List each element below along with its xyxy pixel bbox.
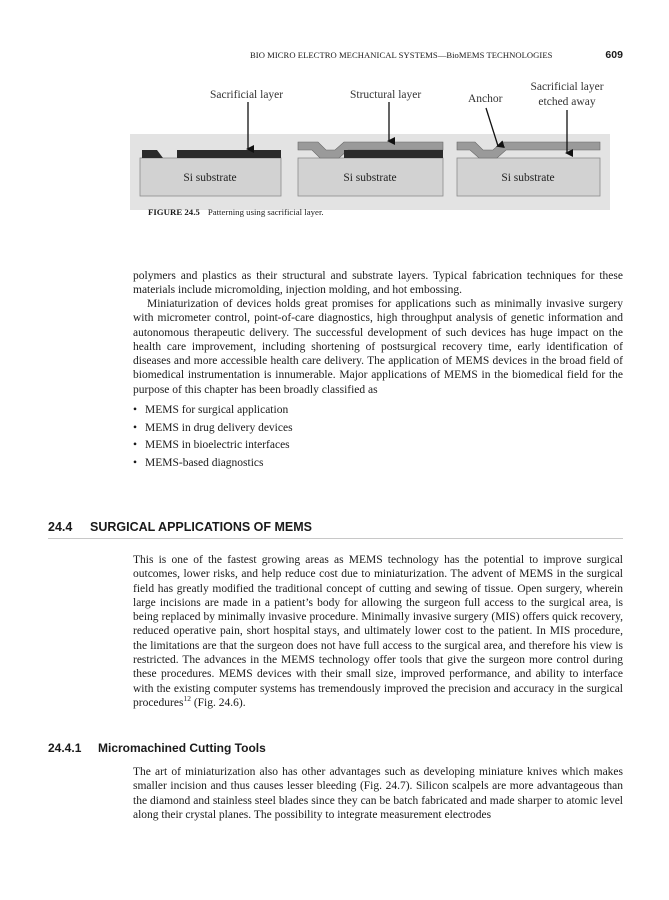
label-structural-layer: Structural layer <box>350 89 422 101</box>
bullet-icon: • <box>133 421 138 434</box>
label-anchor: Anchor <box>468 93 503 105</box>
list-item <box>133 455 593 473</box>
page-number: 609 <box>605 49 623 61</box>
section-title: SURGICAL APPLICATIONS OF MEMS <box>90 520 312 534</box>
list-item-text: MEMS in drug delivery devices <box>145 421 293 434</box>
subsection-heading <box>48 741 266 755</box>
paragraph-3-text: This is one of the fastest growing areas as MEMS technology has the potential to improve surgical outcomes, lower risks, and help reduce cost due to miniaturization. The advent of MEMS in the surgical field has greatly modified the traditional concept of cutting and sewing of tissue. Open surgery, wherein large incisions are made in a patient’s body for allowing the surgeon full access to the surgical area, is being replaced by minimally invasive procedure. Minimally invasive surgery (MIS) offers quick recovery, reduced operative pain, short hospital stays, and ultimately lower cost to the patient. In MIS procedure, the limitations are that the surgeon does not have full access to the surgical area, and therefore his view is restricted. The advances in the MEMS technology offer tools that give the surgeon more control during these procedures. MEMS devices with their small size, improved performance, and ability to interface with the existing computer systems has tremendously improved the precision and accuracy in the surgical procedures <box>133 554 623 709</box>
list-item-text: MEMS for surgical application <box>145 404 289 416</box>
paragraph-1: polymers and plastics as their structural and substrate layers. Typical fabrication techniques for these materials include micromolding, injection molding, and hot embossing. <box>133 270 623 297</box>
figure-24-5 <box>130 74 610 210</box>
figure-caption-text: Patterning using sacrificial layer. <box>207 207 324 217</box>
label-etched-away-line2: etched away <box>538 96 596 108</box>
substrate-label-2: Si substrate <box>343 172 397 184</box>
sacrificial-layer-shape-main <box>177 150 281 158</box>
label-etched-away-line1: Sacrificial layer <box>530 81 604 93</box>
section-heading <box>48 520 623 539</box>
bullet-icon: • <box>133 439 138 452</box>
figure-caption-number: FIGURE 24.5 <box>148 207 200 217</box>
bullet-icon: • <box>133 456 138 469</box>
label-sacrificial-layer: Sacrificial layer <box>210 89 284 101</box>
substrate-label-3: Si substrate <box>501 172 555 184</box>
substrate-label-1: Si substrate <box>183 172 237 184</box>
list-item <box>133 437 593 455</box>
paragraph-2: Miniaturization of devices holds great promises for applications such as minimally invasive surgery with micrometer control, point-of-care diagnostics, high throughput analysis of genetic information and autonomous therapeutic delivery. The successful development of such devices has huge impact on the health care improvement, including shortening of postsurgical recovery time, early identification of diseases and more accessible health care delivery. The application of MEMS devices in the broad field of biomedical instrumentation is innumerable. Major applications of MEMS in the biomedical field for the purpose of this chapter has been broadly classified as <box>133 298 623 396</box>
running-head-title: BIO MICRO ELECTRO MECHANICAL SYSTEMS—BioMEMS TECHNOLOGIES <box>250 50 553 60</box>
list-item-text: MEMS in bioelectric interfaces <box>145 439 290 452</box>
running-head <box>250 50 623 64</box>
paragraph-3 <box>133 553 623 710</box>
subsection-number: 24.4.1 <box>48 741 82 755</box>
sacrificial-under-structure <box>344 150 443 158</box>
list-item-text: MEMS-based diagnostics <box>145 456 264 469</box>
sacrificial-layer-diagram <box>130 74 610 210</box>
section-number: 24.4 <box>48 520 73 534</box>
application-list <box>133 402 593 472</box>
paragraph-3-tail: (Fig. 24.6). <box>190 696 246 709</box>
list-item <box>133 402 593 420</box>
bullet-icon: • <box>133 404 138 416</box>
subsection-title: Micromachined Cutting Tools <box>98 741 266 755</box>
reference-superscript: 12 <box>183 694 191 704</box>
paragraph-4: The art of miniaturization also has other advantages such as developing miniature knives which makes smaller incision and thus causes lesser bleeding (Fig. 24.7). Silicon scalpels are more advantageous than the diamond and stainless steel blades since they can be batch fabricated and made sharper to atomic level along their crystal planes. The possibility to integrate measurement electrodes <box>133 766 623 821</box>
figure-caption <box>148 207 324 217</box>
list-item <box>133 420 593 438</box>
